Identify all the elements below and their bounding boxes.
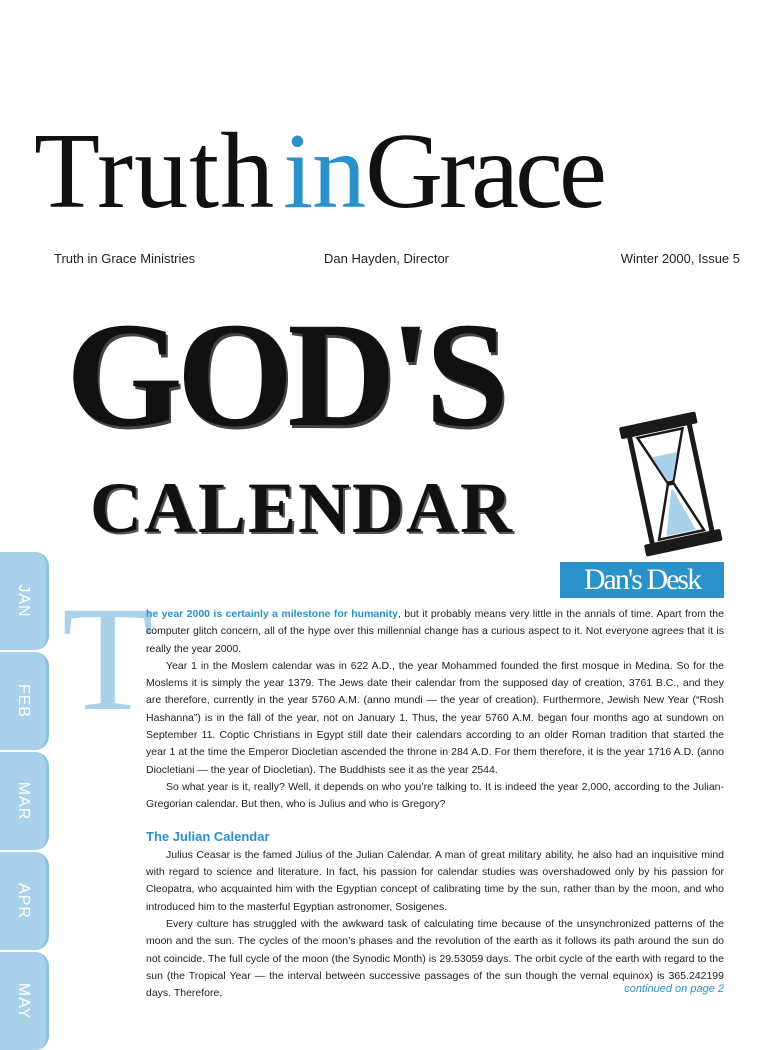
director-name: Dan Hayden, Director bbox=[324, 251, 449, 266]
lead-text: he year 2000 is certainly a milestone for humanity bbox=[146, 608, 398, 620]
section-heading: The Julian Calendar bbox=[146, 828, 270, 844]
paragraph: Year 1 in the Moslem calendar was in 622 A.D., the year Mohammed founded the first mosque in Medina. So for the Moslems it is simply the year 1379. The Jews date their calendar from the supposed day of creation, 3761 B.C., and they are therefore, currently in the year 5760 A.M. (anno mundi — the year of creation). Furthermore, Jewish New Year (“Rosh Hashanna”) is in the fall of the year, not on January 1. Thus, the year 5760 A.M. began four months ago at sundown on September 11. Coptic Christians in Egypt still date their calendars according to an older Roman tradition that started the year 1 at the time the Emperor Diocletian ascended the throne in 284 A.D. For them therefore, it is the year 1716 A.D. (anno Diocletiani — the year of Diocletian). The Buddhists see it as the year 2544. bbox=[146, 659, 724, 776]
drop-cap: T bbox=[62, 576, 154, 742]
masthead-title bbox=[34, 112, 734, 258]
section-label: Dan's Desk bbox=[560, 562, 724, 598]
tab-label: APR bbox=[15, 883, 32, 919]
tab-jan bbox=[0, 552, 49, 650]
tab-feb bbox=[0, 652, 49, 750]
tab-label: FEB bbox=[15, 683, 32, 719]
tab-mar bbox=[0, 752, 49, 850]
masthead-word-in: in bbox=[283, 112, 366, 231]
continued-link[interactable]: continued on page 2 bbox=[624, 983, 724, 995]
organization-name: Truth in Grace Ministries bbox=[54, 251, 196, 266]
paragraph bbox=[146, 606, 724, 658]
article-body bbox=[146, 606, 724, 1003]
paragraph: So what year is it, really? Well, it depends on who you’re talking to. It is indeed the year 2,000, according to the Julian-Gregorian calendar. But then, who is Julius and who is Gregory? bbox=[146, 780, 724, 811]
hourglass-icon bbox=[618, 410, 724, 560]
masthead-word-grace: Grace bbox=[365, 112, 603, 231]
month-tabs bbox=[0, 552, 48, 1024]
headline-calendar: CALENDAR bbox=[90, 468, 515, 548]
tab-label: JAN bbox=[15, 584, 32, 618]
masthead-word-truth: Truth bbox=[34, 112, 276, 231]
tab-label: MAR bbox=[15, 781, 32, 821]
issue-info: Winter 2000, Issue 5 bbox=[620, 251, 740, 266]
tab-label: MAY bbox=[15, 982, 32, 1020]
headline-gods: GOD'S bbox=[66, 292, 503, 458]
tab-apr bbox=[0, 852, 49, 950]
paragraph: Every culture has struggled with the awkward task of calculating time because of the unsynchronized patterns of the moon and the sun. The cycles of the moon’s phases and the revolution of the earth as it follows its path around the sun do not coincide. The full cycle of the moon (the Synodic Month) is 29.53059 days. The orbit cycle of the earth with regard to the sun (the Tropical Year — the interval between successive passages of the sun though the vernal equinox) is 365.242199 days. Therefore, bbox=[146, 918, 724, 1000]
paragraph-text: , but it probably means very little in the annals of time. Apart from the computer glitch concern, all of the hype over this millennial change has a curious aspect to it. Not everyone agrees that it is really the year 2000. bbox=[146, 608, 724, 655]
tab-may bbox=[0, 952, 49, 1050]
paragraph: Julius Ceasar is the famed Julius of the Julian Calendar. A man of great military ability, he also had an inquisitive mind with regard to science and literature. In fact, his passion for calendar studies was overshadowed only by his passion for Cleopatra, who acquainted him with the Egyptian concept of calibrating time by the sun, rather than by the moon, and who introduced him to the masterful Egyptian astronomer, Sosigenes. bbox=[146, 848, 724, 913]
